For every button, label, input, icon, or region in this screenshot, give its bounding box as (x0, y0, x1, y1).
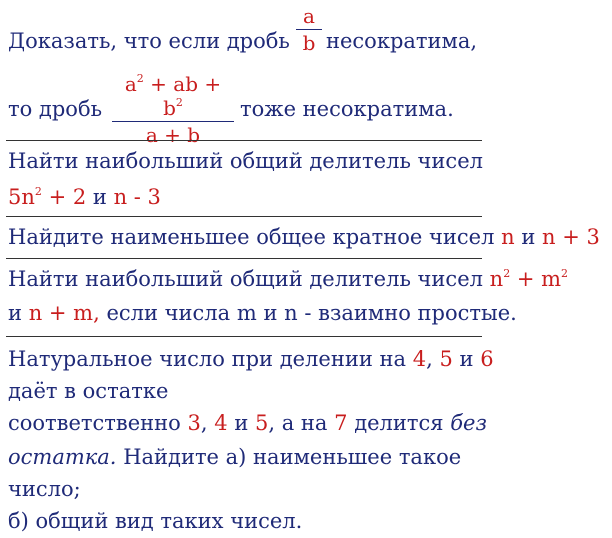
expression-n-plus-m: n + m, (28, 301, 100, 325)
fraction-2-numerator: $a^2$ + ab + $b^2$ (124, 72, 222, 120)
problem-1-text-after-fraction: несократима, (326, 29, 478, 53)
problem-1-text-1: Доказать, что если дробь (8, 29, 290, 53)
problem-2-line-2: $5n^2 + 2$ и n - 3 (8, 185, 161, 209)
fraction-a-over-b (296, 4, 322, 55)
expression-n: n (501, 225, 515, 249)
divider-3 (6, 258, 482, 259)
divider-1 (6, 140, 482, 141)
fraction-2-denominator: a + b (145, 123, 201, 147)
variable-n: n (284, 301, 298, 325)
number-5: 5 (439, 347, 453, 371)
problem-5-line-1: Натуральное число при делении на 4, 5 и 6 (8, 347, 494, 371)
expression-n-plus-3: n + 3 (542, 225, 600, 249)
fraction-denominator: b (302, 31, 316, 55)
problem-3-line: Найдите наименьшее общее кратное чисел n и n + 3 (8, 225, 600, 249)
word-without: без (450, 411, 487, 435)
problem-5-line-5: число; (8, 477, 81, 501)
problem-5-line-4: остатка. Найдите а) наименьшее такое (8, 445, 462, 469)
fraction-2-bar (112, 121, 234, 122)
number-7: 7 (334, 411, 348, 435)
expression-n-minus-3: n - 3 (113, 185, 161, 209)
number-4: 4 (412, 347, 427, 371)
remainder-3: 3 (187, 411, 201, 435)
remainder-5: 5 (255, 411, 269, 435)
fraction-numerator: a (303, 4, 315, 28)
divider-4 (6, 336, 482, 337)
problem-5-line-2: даёт в остатке (8, 379, 169, 403)
problem-4-line-1: Найти наибольший общий делитель чисел $n^2 + m^2$ (8, 267, 569, 291)
problem-2-line-1: Найти наибольший общий делитель чисел (8, 149, 483, 173)
divider-2 (6, 216, 482, 217)
expression-n2-plus-m2: $n^2 + m^2$ (489, 267, 569, 291)
word-remainder: остатка. (8, 445, 117, 469)
problem-1-line-2: то дробь (8, 97, 103, 121)
expression-5n2-plus-2: $5n^2 + 2$ (8, 185, 87, 209)
problem-4-line-2: и n + m, если числа m и n - взаимно простые. (8, 301, 517, 325)
problem-5-line-3: соответственно 3, 4 и 5, а на 7 делится без (8, 411, 487, 435)
problem-5-line-6: б) общий вид таких чисел. (8, 509, 303, 533)
problem-1-line-2-end: тоже несократима. (240, 97, 454, 121)
remainder-4: 4 (214, 411, 228, 435)
number-6: 6 (480, 347, 494, 371)
variable-m: m (236, 301, 257, 325)
fraction-expression (112, 72, 234, 147)
problem-1-line-1 (8, 28, 290, 54)
fraction-bar (296, 29, 322, 30)
